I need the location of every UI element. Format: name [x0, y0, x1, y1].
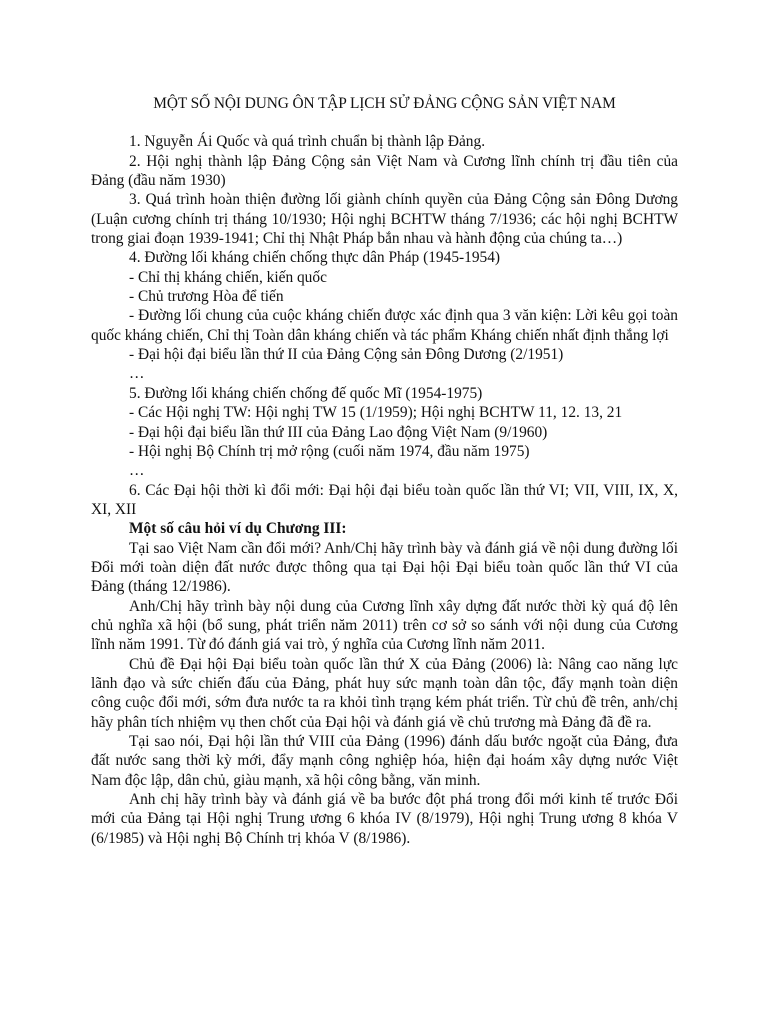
outline-subitem: - Chủ trương Hòa để tiến [129, 288, 284, 306]
outline-item-2: 2. Hội nghị thành lập Đảng Cộng sản Việt Nam và Cương lĩnh chính trị đầu tiên của Đảng (đầu năm 1930) [91, 152, 678, 190]
outline-item-1: 1. Nguyễn Ái Quốc và quá trình chuẩn bị thành lập Đảng. [129, 133, 486, 151]
outline-subitem: - Các Hội nghị TW: Hội nghị TW 15 (1/1959); Hội nghị BCHTW 11, 12. 13, 21 [129, 404, 623, 422]
outline-subitem: - Chỉ thị kháng chiến, kiến quốc [129, 268, 327, 286]
outline-item-6: 6. Các Đại hội thời kì đổi mới: Đại hội đại biểu toàn quốc lần thứ VI; VII, VIII, IX, X, XI, XII [91, 481, 678, 518]
outline-subitem: - Đại hội đại biểu lần thứ III của Đảng Lao động Việt Nam (9/1960) [129, 423, 548, 441]
question-5: Anh chị hãy trình bày và đánh giá về ba bước đột phá trong đổi mới kinh tế trước Đổi mới của Đảng tại Hội nghị Trung ương 6 khóa IV (8/1979), Hội nghị Trung ương 8 khóa V (6/1985) và Hội nghị Bộ Chính trị khóa V (8/1986). [91, 791, 678, 847]
question-1: Tại sao Việt Nam cần đổi mới? Anh/Chị hãy trình bày và đánh giá về nội dung đường lối Đổi mới toàn diện đất nước được thông qua tại Đại hội Đại biểu toàn quốc lần thứ VI của Đảng (tháng 12/1986). [91, 539, 678, 596]
outline-ellipsis: … [129, 462, 145, 480]
question-2: Anh/Chị hãy trình bày nội dung của Cương lĩnh xây dựng đất nước thời kỳ quá độ lên chủ nghĩa xã hội (bổ sung, phát triển năm 2011) trên cơ sở so sánh với nội dung của Cương lĩnh năm 1991. Từ đó đánh giá vai trò, ý nghĩa của Cương lĩnh năm 2011. [91, 597, 678, 654]
outline-subitem: - Hội nghị Bộ Chính trị mở rộng (cuối năm 1974, đầu năm 1975) [129, 442, 530, 460]
outline-ellipsis: … [129, 365, 145, 383]
document-page [91, 94, 678, 848]
outline-item-3: 3. Quá trình hoàn thiện đường lối giành chính quyền của Đảng Cộng sản Đông Dương (Luận cương chính trị tháng 10/1930; Hội nghị BCHTW tháng 7/1936; các hội nghị BCHTW trong giai đoạn 1939-1941; Chỉ thị Nhật Pháp bắn nhau và hành động của chúng ta…) [91, 191, 678, 248]
document-title: MỘT SỐ NỘI DUNG ÔN TẬP LỊCH SỬ ĐẢNG CỘNG SẢN VIỆT NAM [153, 95, 616, 112]
outline-subitem: - Đại hội đại biểu lần thứ II của Đảng Cộng sản Đông Dương (2/1951) [129, 346, 564, 364]
outline-item-4: 4. Đường lối kháng chiến chống thực dân Pháp (1945-1954) [129, 249, 501, 267]
outline-item-5: 5. Đường lối kháng chiến chống đế quốc Mĩ (1954-1975) [129, 384, 483, 402]
questions-list [91, 539, 678, 849]
questions-heading: Một số câu hỏi ví dụ Chương III: [129, 520, 347, 538]
outline-subitem: - Đường lối chung của cuộc kháng chiến được xác định qua 3 văn kiện: Lời kêu gọi toàn quốc kháng chiến, Chỉ thị Toàn dân kháng chiến và tác phẩm Kháng chiến nhất định thắng lợi [91, 307, 678, 344]
question-3: Chủ đề Đại hội Đại biểu toàn quốc lần thứ X của Đảng (2006) là: Nâng cao năng lực lãnh đạo và sức chiến đấu của Đảng, phát huy sức mạnh toàn dân tộc, đẩy mạnh toàn diện công cuộc đổi mới, sớm đưa nước ta ra khỏi tình trạng kém phát triển. Từ chủ đề trên, anh/chị hãy phân tích nhiệm vụ then chốt của Đại hội và đánh giá về chủ trương mà Đảng đã đề ra. [91, 655, 678, 731]
outline-list [91, 132, 678, 519]
question-4: Tại sao nói, Đại hội lần thứ VIII của Đảng (1996) đánh dấu bước ngoặt của Đảng, đưa đất nước sang thời kỳ mới, đẩy mạnh công nghiệp hóa, hiện đại hoám xây dựng nước Việt Nam độc lập, dân chủ, giàu mạnh, xã hội công bằng, văn minh. [91, 733, 678, 789]
